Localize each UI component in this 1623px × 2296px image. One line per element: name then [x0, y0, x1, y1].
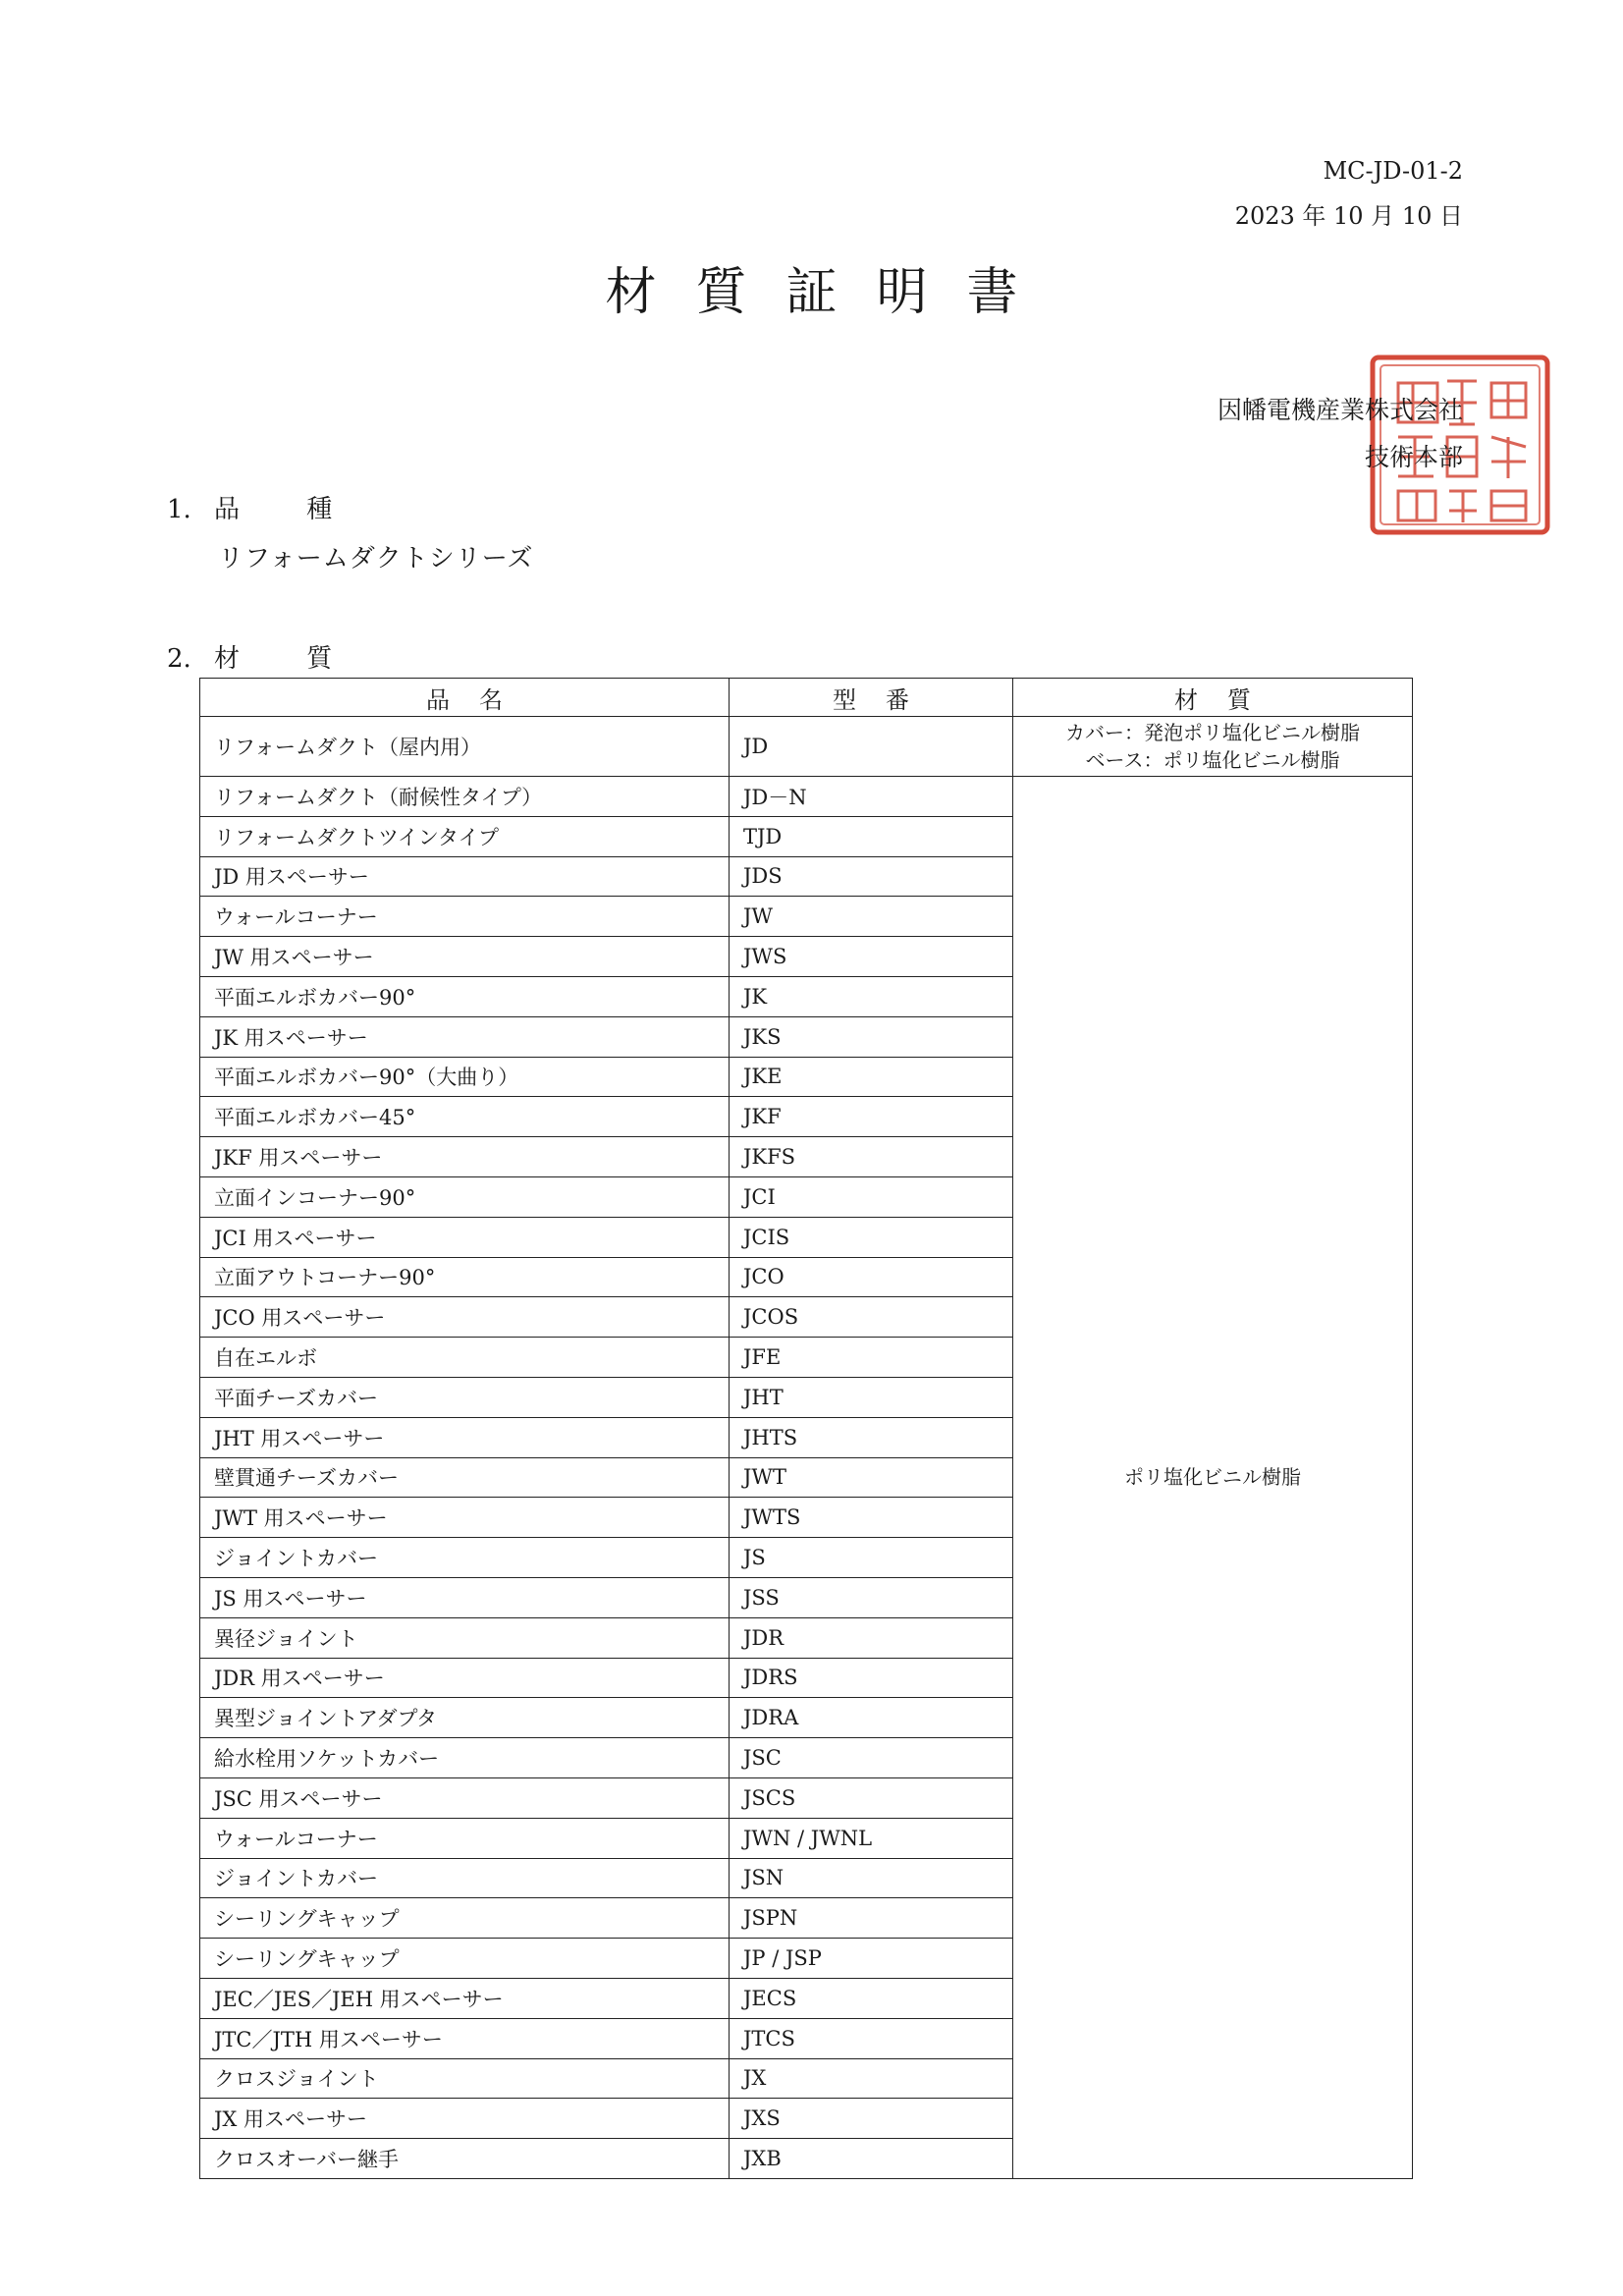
model-number-cell: JWT	[730, 1457, 1013, 1498]
product-name-cell: JWT 用スペーサー	[200, 1498, 730, 1538]
model-number-cell: JKS	[730, 1016, 1013, 1057]
material-line: カバー：発泡ポリ塩化ビニル樹脂	[1065, 721, 1360, 744]
model-number-cell: JW	[730, 897, 1013, 937]
product-name-cell: 壁貫通チーズカバー	[200, 1457, 730, 1498]
product-name-cell: 平面エルボカバー45°	[200, 1097, 730, 1137]
model-number-cell: TJD	[730, 816, 1013, 856]
model-number-cell: JWTS	[730, 1498, 1013, 1538]
model-number-cell: JKE	[730, 1057, 1013, 1097]
header-product-name: 品名	[200, 679, 730, 717]
product-name-cell: JDR 用スペーサー	[200, 1658, 730, 1698]
model-number-cell: JCI	[730, 1176, 1013, 1217]
material-cell	[1013, 717, 1413, 777]
product-name-cell: 平面エルボカバー90°	[200, 976, 730, 1016]
model-number-cell: JSCS	[730, 1777, 1013, 1818]
model-number-cell: JP / JSP	[730, 1939, 1013, 1979]
model-number-cell: JXB	[730, 2139, 1013, 2179]
product-name-cell: JCO 用スペーサー	[200, 1297, 730, 1338]
product-name-cell: ウォールコーナー	[200, 1818, 730, 1858]
model-number-cell: JKFS	[730, 1137, 1013, 1177]
product-name-cell: JW 用スペーサー	[200, 937, 730, 977]
model-number-cell: JTCS	[730, 2018, 1013, 2058]
product-name-cell: JX 用スペーサー	[200, 2099, 730, 2139]
product-name-cell: クロスオーバー継手	[200, 2139, 730, 2179]
model-number-cell: JECS	[730, 1978, 1013, 2018]
model-number-cell: JDR	[730, 1617, 1013, 1658]
section-1-label: 品 種	[214, 495, 362, 524]
model-number-cell: JCO	[730, 1257, 1013, 1297]
model-number-cell: JFE	[730, 1338, 1013, 1378]
model-number-cell: JSS	[730, 1577, 1013, 1617]
section-2-number: 2.	[167, 644, 191, 674]
product-name-cell: 異型ジョイントアダプタ	[200, 1698, 730, 1738]
table-row	[200, 717, 1413, 777]
document-number: MC-JD-01-2	[1323, 157, 1463, 185]
section-1-number: 1.	[167, 495, 191, 524]
model-number-cell: JD－N	[730, 777, 1013, 817]
material-line: ベース：ポリ塩化ビニル樹脂	[1085, 748, 1340, 772]
product-name-cell: 立面インコーナー90°	[200, 1176, 730, 1217]
section-2-heading	[167, 638, 361, 675]
page-title: 材質証明書	[605, 263, 1057, 322]
section-2-label: 材 質	[214, 644, 362, 674]
product-name-cell: 自在エルボ	[200, 1338, 730, 1378]
header-model-number: 型番	[730, 679, 1013, 717]
header-material: 材質	[1013, 679, 1413, 717]
product-name-cell: JD 用スペーサー	[200, 856, 730, 897]
material-table	[199, 678, 1413, 2179]
product-name-cell: ウォールコーナー	[200, 897, 730, 937]
shared-material-cell: ポリ塩化ビニル樹脂	[1013, 777, 1413, 2179]
product-name-cell: JS 用スペーサー	[200, 1577, 730, 1617]
product-name-cell: リフォームダクト（屋内用）	[200, 717, 730, 777]
product-name-cell: シーリングキャップ	[200, 1898, 730, 1939]
model-number-cell: JHTS	[730, 1417, 1013, 1457]
model-number-cell: JSN	[730, 1858, 1013, 1898]
model-number-cell: JK	[730, 976, 1013, 1016]
model-number-cell: JDRA	[730, 1698, 1013, 1738]
table-header-row	[200, 679, 1413, 717]
product-name-cell: JKF 用スペーサー	[200, 1137, 730, 1177]
model-number-cell: JDS	[730, 856, 1013, 897]
product-series: リフォームダクトシリーズ	[218, 544, 534, 574]
product-name-cell: 立面アウトコーナー90°	[200, 1257, 730, 1297]
model-number-cell: JSPN	[730, 1898, 1013, 1939]
model-number-cell: JHT	[730, 1377, 1013, 1417]
model-number-cell: JWS	[730, 937, 1013, 977]
model-number-cell: JCIS	[730, 1217, 1013, 1257]
issue-date: 2023 年 10 月 10 日	[1234, 202, 1463, 230]
product-name-cell: JSC 用スペーサー	[200, 1777, 730, 1818]
model-number-cell: JS	[730, 1538, 1013, 1578]
product-name-cell: 平面エルボカバー90°（大曲り）	[200, 1057, 730, 1097]
product-name-cell: JHT 用スペーサー	[200, 1417, 730, 1457]
model-number-cell: JDRS	[730, 1658, 1013, 1698]
product-name-cell: シーリングキャップ	[200, 1939, 730, 1979]
company-name: 因幡電機産業株式会社	[1217, 396, 1463, 424]
model-number-cell: JWN / JWNL	[730, 1818, 1013, 1858]
product-name-cell: JTC／JTH 用スペーサー	[200, 2018, 730, 2058]
product-name-cell: JCI 用スペーサー	[200, 1217, 730, 1257]
table-row	[200, 777, 1413, 817]
product-name-cell: クロスジョイント	[200, 2058, 730, 2099]
model-number-cell: JCOS	[730, 1297, 1013, 1338]
model-number-cell: JXS	[730, 2099, 1013, 2139]
section-1-heading	[167, 489, 361, 525]
model-number-cell: JD	[730, 717, 1013, 777]
model-number-cell: JX	[730, 2058, 1013, 2099]
model-number-cell: JSC	[730, 1738, 1013, 1778]
product-name-cell: ジョイントカバー	[200, 1538, 730, 1578]
product-name-cell: ジョイントカバー	[200, 1858, 730, 1898]
product-name-cell: リフォームダクト（耐候性タイプ）	[200, 777, 730, 817]
product-name-cell: 異径ジョイント	[200, 1617, 730, 1658]
model-number-cell: JKF	[730, 1097, 1013, 1137]
product-name-cell: リフォームダクトツインタイプ	[200, 816, 730, 856]
product-name-cell: JEC／JES／JEH 用スペーサー	[200, 1978, 730, 2018]
product-name-cell: 平面チーズカバー	[200, 1377, 730, 1417]
department-name: 技術本部	[1364, 443, 1463, 471]
product-name-cell: 給水栓用ソケットカバー	[200, 1738, 730, 1778]
product-name-cell: JK 用スペーサー	[200, 1016, 730, 1057]
